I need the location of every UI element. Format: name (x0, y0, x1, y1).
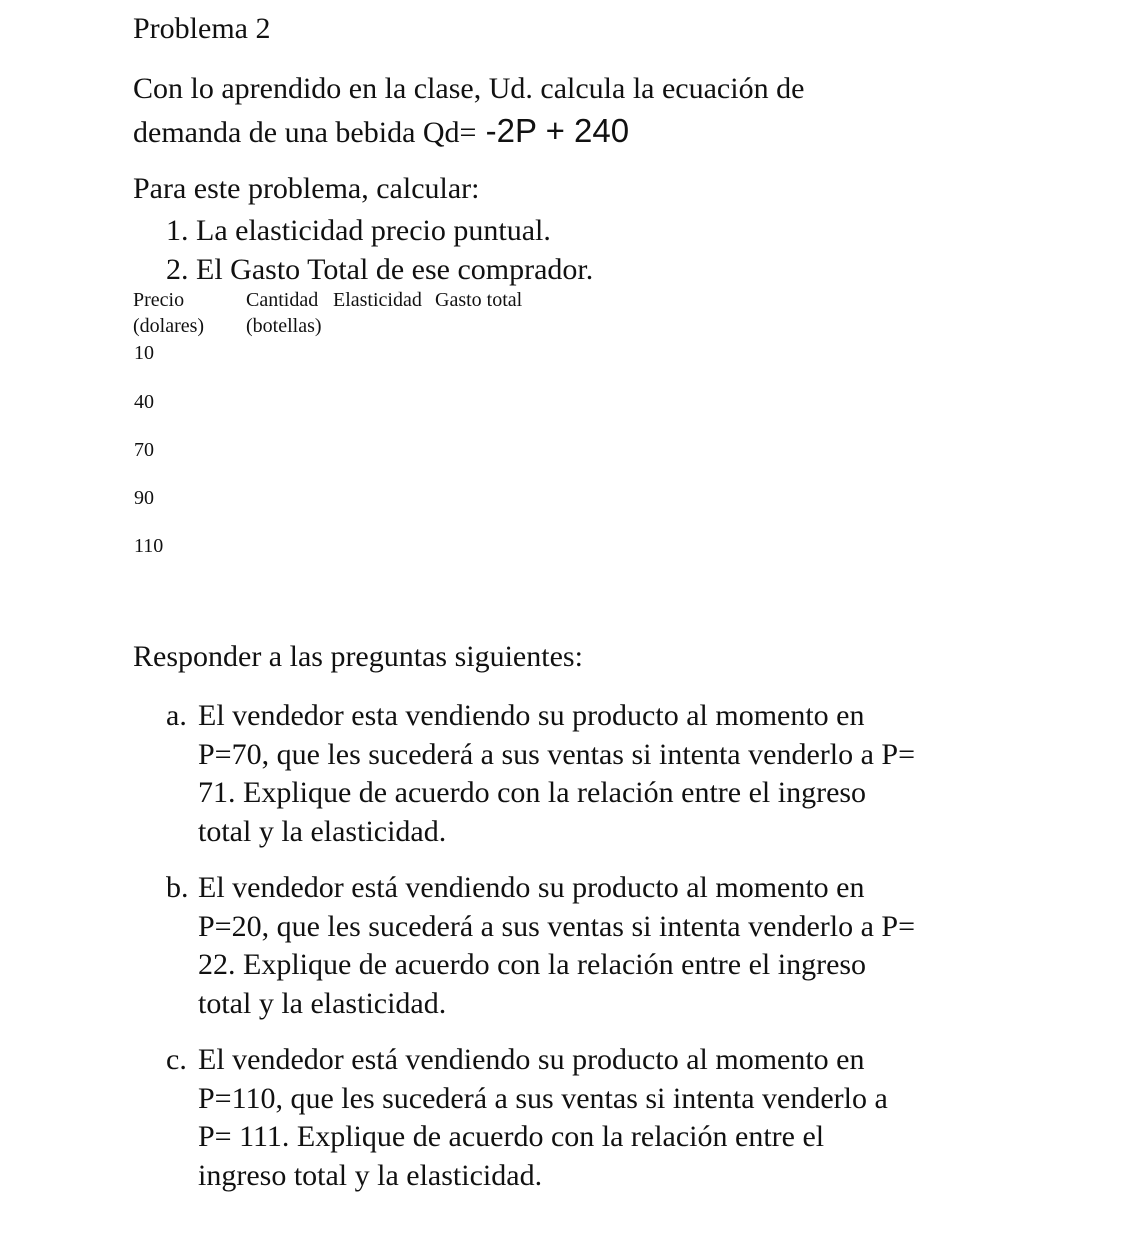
table-price-cell: 70 (134, 439, 154, 461)
table-price-cell: 40 (134, 391, 154, 413)
question-b-line: P=20, que les sucederá a sus ventas si intenta venderlo a P= (198, 909, 915, 943)
table-price-cell: 110 (134, 535, 164, 557)
table-header-cantidad-unit: (botellas) (246, 315, 322, 337)
question-b-marker: b. (166, 871, 189, 904)
calc-item-2: 2. El Gasto Total de ese comprador. (166, 253, 594, 286)
table-header-precio-unit: (dolares) (133, 315, 205, 337)
question-a (166, 697, 915, 851)
question-b-line: 22. Explique de acuerdo con la relación entre el ingreso (198, 948, 867, 981)
intro-line-1: Con lo aprendido en la clase, Ud. calcula la ecuación de (133, 72, 805, 105)
question-a-marker: a. (166, 699, 187, 732)
question-c-line: El vendedor está vendiendo su producto al momento en (198, 1043, 865, 1076)
question-b-line: total y la elasticidad. (198, 986, 447, 1020)
question-b-line: El vendedor está vendiendo su producto al momento en (198, 871, 865, 904)
questions-heading: Responder a las preguntas siguientes: (133, 640, 583, 673)
question-c (166, 1041, 888, 1195)
table-header-precio-label: Precio (133, 289, 185, 311)
table-header-precio (133, 287, 204, 339)
question-c-marker: c. (166, 1043, 187, 1076)
calc-heading: Para este problema, calcular: (133, 172, 480, 205)
table-price-cell: 90 (134, 487, 154, 509)
intro-paragraph (133, 68, 804, 154)
calc-item-1: 1. La elasticidad precio puntual. (166, 214, 551, 247)
table-header-cantidad-label: Cantidad (246, 289, 319, 311)
intro-line-2-text: demanda de una bebida Qd= (133, 116, 477, 149)
question-a-line: P=70, que les sucederá a sus ventas si intenta venderlo a P= (198, 737, 915, 771)
table-price-cell: 10 (134, 342, 154, 364)
question-a-line: 71. Explique de acuerdo con la relación entre el ingreso (198, 776, 867, 809)
question-c-line: P=110, que les sucederá a sus ventas si intenta venderlo a (198, 1081, 888, 1115)
question-c-line: ingreso total y la elasticidad. (198, 1158, 543, 1192)
question-a-line: El vendedor esta vendiendo su producto al momento en (198, 699, 865, 732)
table-header-elasticidad: Elasticidad (333, 289, 422, 311)
question-b (166, 869, 915, 1023)
demand-equation: -2P + 240 (476, 112, 630, 149)
calc-list (166, 211, 593, 289)
table-header-cantidad (246, 287, 322, 339)
question-c-line: P= 111. Explique de acuerdo con la relación entre el (198, 1120, 825, 1153)
page-title: Problema 2 (133, 12, 271, 45)
table-header-gasto: Gasto total (435, 289, 523, 311)
question-a-line: total y la elasticidad. (198, 814, 447, 848)
intro-line-2 (133, 110, 804, 154)
